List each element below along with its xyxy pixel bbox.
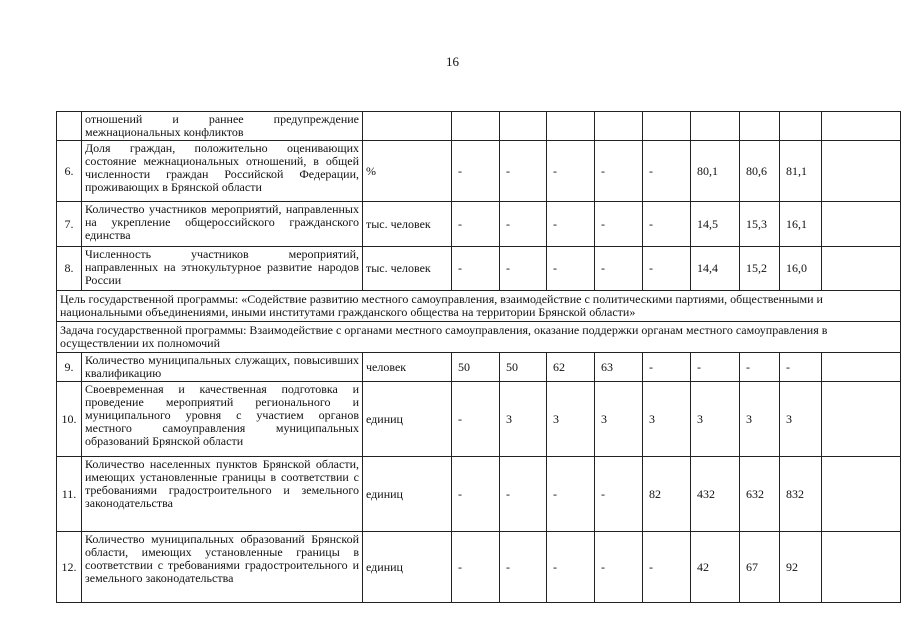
value-cell: - — [547, 247, 595, 291]
value-cell: - — [547, 141, 595, 202]
value-cell: 67 — [740, 532, 780, 603]
table-row — [57, 247, 901, 291]
value-cell: 42 — [691, 532, 740, 603]
indicators-table — [56, 111, 901, 603]
value-cell: - — [595, 202, 643, 247]
value-cell: - — [547, 457, 595, 532]
value-cell: 50 — [452, 353, 500, 382]
value-cell: - — [500, 457, 547, 532]
value-cell — [822, 382, 901, 457]
value-cell: - — [595, 247, 643, 291]
indicator-name: Количество участников мероприятий, направленных на укрепление общероссийского гражданского единства — [82, 202, 363, 247]
value-cell: - — [500, 247, 547, 291]
value-cell: 15,2 — [740, 247, 780, 291]
value-cell: 632 — [740, 457, 780, 532]
table-body-top — [57, 112, 901, 291]
value-cell — [822, 141, 901, 202]
value-cell: - — [740, 353, 780, 382]
value-cell: - — [500, 532, 547, 603]
table-row — [57, 457, 901, 532]
value-cell — [500, 112, 547, 141]
unit-cell: единиц — [363, 457, 452, 532]
row-number: 8. — [57, 247, 82, 291]
value-cell — [452, 112, 500, 141]
task-row — [57, 322, 901, 353]
value-cell: - — [547, 532, 595, 603]
value-cell: - — [595, 141, 643, 202]
value-cell: - — [547, 202, 595, 247]
table-row — [57, 353, 901, 382]
value-cell: 432 — [691, 457, 740, 532]
value-cell: - — [780, 353, 822, 382]
value-cell: - — [452, 141, 500, 202]
unit-cell: тыс. человек — [363, 247, 452, 291]
unit-cell: единиц — [363, 532, 452, 603]
value-cell: - — [452, 457, 500, 532]
row-number: 9. — [57, 353, 82, 382]
indicator-name: Численность участников мероприятий, направленных на этнокультурное развитие народов России — [82, 247, 363, 291]
indicator-name: Доля граждан, положительно оценивающих состояние межнациональных отношений, в общей численности граждан Российской Федерации, проживающих в Брянской области — [82, 141, 363, 202]
page-number: 16 — [446, 54, 459, 69]
value-cell — [822, 247, 901, 291]
value-cell — [643, 112, 691, 141]
indicator-name: Количество муниципальных служащих, повысивших квалификацию — [82, 353, 363, 382]
value-cell: 82 — [643, 457, 691, 532]
indicator-name: Своевременная и качественная подготовка и проведение мероприятий регионального и муниципального уровня с участием органов местного самоуправления муниципальных образований Брянской области — [82, 382, 363, 457]
indicator-name: Количество муниципальных образований Брянской области, имеющих установленные границы в соответствии с требованиями градостроительного и земельного законодательства — [82, 532, 363, 603]
value-cell — [822, 112, 901, 141]
indicator-name: Количество населенных пунктов Брянской области, имеющих установленные границы в соответствии с требованиями градостроительного и земельного законодательства — [82, 457, 363, 532]
value-cell: 3 — [740, 382, 780, 457]
value-cell — [691, 112, 740, 141]
unit-cell — [363, 112, 452, 141]
row-number: 11. — [57, 457, 82, 532]
value-cell — [822, 202, 901, 247]
task-text: Задача государственной программы: Взаимодействие с органами местного самоуправления, оказание поддержки органам местного самоуправления в осуществлении их полномочий — [57, 322, 901, 353]
value-cell — [822, 353, 901, 382]
table-row — [57, 202, 901, 247]
value-cell: - — [643, 202, 691, 247]
table-body-bottom — [57, 353, 901, 603]
table-body-goal — [57, 291, 901, 353]
value-cell: 3 — [595, 382, 643, 457]
value-cell: 14,5 — [691, 202, 740, 247]
row-number — [57, 112, 82, 141]
value-cell: - — [595, 532, 643, 603]
value-cell — [822, 457, 901, 532]
row-number: 10. — [57, 382, 82, 457]
value-cell: 92 — [780, 532, 822, 603]
value-cell: 80,1 — [691, 141, 740, 202]
value-cell — [547, 112, 595, 141]
value-cell: - — [452, 532, 500, 603]
table-row — [57, 382, 901, 457]
value-cell — [740, 112, 780, 141]
value-cell: - — [452, 382, 500, 457]
value-cell — [595, 112, 643, 141]
value-cell: - — [500, 141, 547, 202]
value-cell — [822, 532, 901, 603]
value-cell: 81,1 — [780, 141, 822, 202]
value-cell: 3 — [780, 382, 822, 457]
value-cell: 80,6 — [740, 141, 780, 202]
table-row — [57, 112, 901, 141]
value-cell: 63 — [595, 353, 643, 382]
unit-cell: единиц — [363, 382, 452, 457]
row-number: 6. — [57, 141, 82, 202]
value-cell: - — [643, 353, 691, 382]
value-cell: 832 — [780, 457, 822, 532]
row-number: 12. — [57, 532, 82, 603]
value-cell: 3 — [643, 382, 691, 457]
unit-cell: % — [363, 141, 452, 202]
value-cell: - — [452, 202, 500, 247]
value-cell: 62 — [547, 353, 595, 382]
goal-row — [57, 291, 901, 322]
value-cell: 16,1 — [780, 202, 822, 247]
table-row — [57, 141, 901, 202]
indicator-name: отношений и раннее предупреждение межнациональных конфликтов — [82, 112, 363, 141]
value-cell: - — [452, 247, 500, 291]
value-cell: - — [643, 247, 691, 291]
goal-text: Цель государственной программы: «Содействие развитию местного самоуправления, взаимодействие с политическими партиями, общественными и национальными объединениями, иными институтами гражданского общества на территории Брянской области» — [57, 291, 901, 322]
table-row — [57, 532, 901, 603]
value-cell: - — [643, 141, 691, 202]
value-cell: 50 — [500, 353, 547, 382]
value-cell: - — [595, 457, 643, 532]
unit-cell: тыс. человек — [363, 202, 452, 247]
value-cell: - — [500, 202, 547, 247]
value-cell: - — [691, 353, 740, 382]
value-cell: 14,4 — [691, 247, 740, 291]
value-cell: 15,3 — [740, 202, 780, 247]
value-cell: 3 — [547, 382, 595, 457]
value-cell: 3 — [500, 382, 547, 457]
value-cell: 16,0 — [780, 247, 822, 291]
value-cell — [780, 112, 822, 141]
value-cell: 3 — [691, 382, 740, 457]
row-number: 7. — [57, 202, 82, 247]
unit-cell: человек — [363, 353, 452, 382]
value-cell: - — [643, 532, 691, 603]
